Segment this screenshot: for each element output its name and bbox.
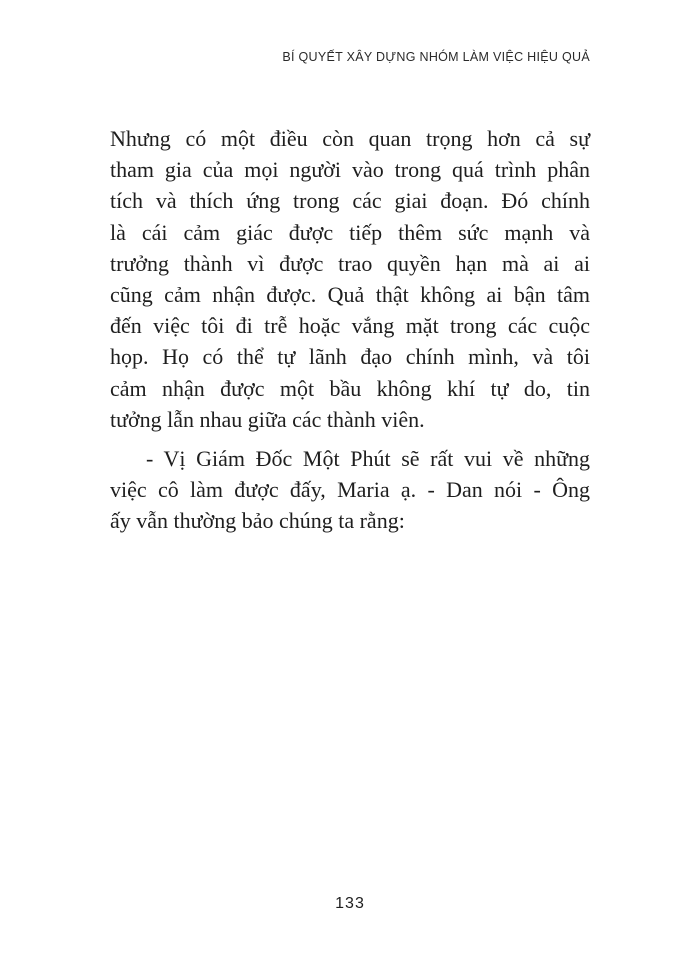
- running-header: BÍ QUYẾT XÂY DỰNG NHÓM LÀM VIỆC HIỆU QUẢ: [282, 50, 590, 64]
- text-line: là cái cảm giác được tiếp thêm sức mạnh và: [110, 219, 590, 245]
- text-line: cảm nhận được một bầu không khí tự do, tin: [110, 375, 590, 401]
- paragraph-2: [110, 443, 590, 537]
- text-line: ấy vẫn thường bảo chúng ta rằng:: [110, 508, 405, 534]
- text-line: cũng cảm nhận được. Quả thật không ai bận tâm: [110, 282, 590, 308]
- text-line: họp. Họ có thể tự lãnh đạo chính mình, và tôi: [110, 344, 590, 370]
- text-line: - Vị Giám Đốc Một Phút sẽ rất vui về những: [146, 446, 590, 472]
- body-text: [110, 123, 590, 537]
- page-number: 133: [335, 895, 365, 912]
- text-line: trưởng thành vì được trao quyền hạn mà ai ai: [110, 250, 590, 276]
- text-line: tham gia của mọi người vào trong quá trình phân: [110, 157, 590, 183]
- text-line: việc cô làm được đấy, Maria ạ. - Dan nói - Ông: [110, 477, 590, 503]
- paragraph-1: [110, 123, 590, 435]
- text-line: tích và thích ứng trong các giai đoạn. Đó chính: [110, 188, 590, 214]
- text-line: đến việc tôi đi trễ hoặc vắng mặt trong các cuộc: [110, 313, 590, 339]
- text-line: Nhưng có một điều còn quan trọng hơn cả sự: [110, 126, 590, 151]
- text-line: tưởng lẫn nhau giữa các thành viên.: [110, 406, 425, 432]
